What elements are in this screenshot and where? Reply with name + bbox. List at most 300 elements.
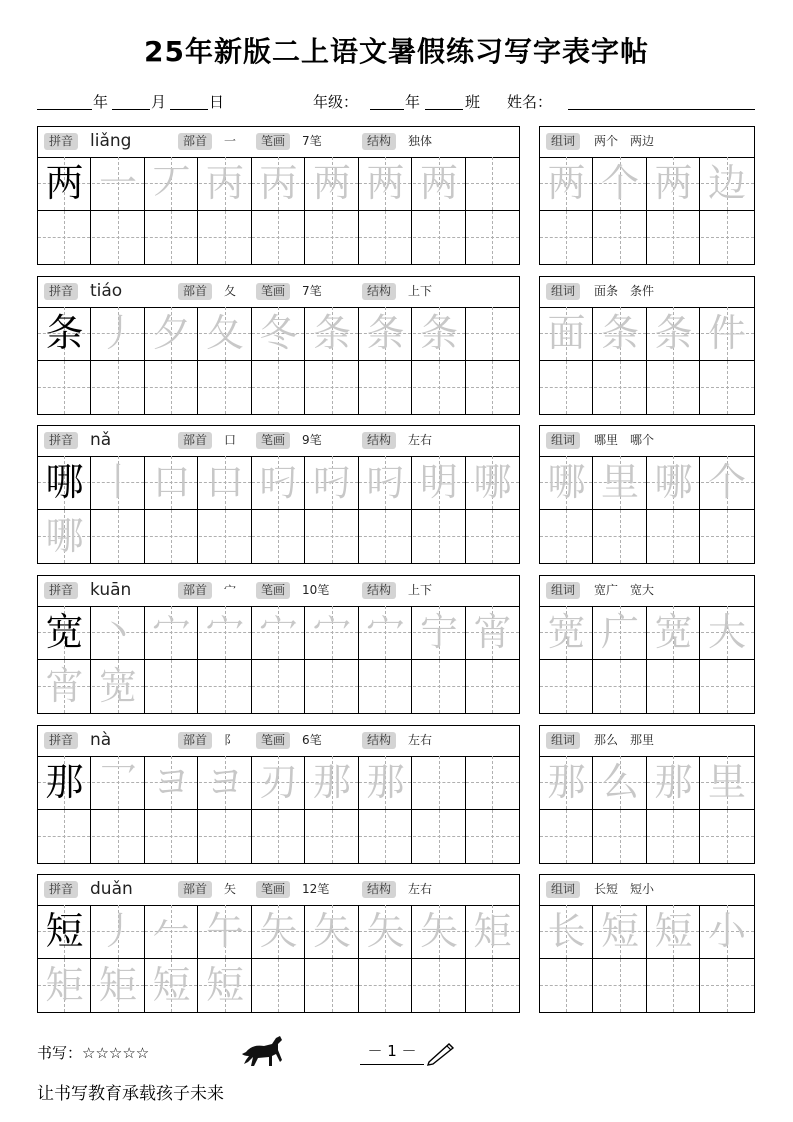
pinyin-value: nà [90,730,112,750]
word-trace-char: 哪 [547,460,586,504]
word-header [540,726,754,757]
grade-year-label: 年 [405,93,421,111]
pinyin-tag: 拼音 [44,283,78,300]
pinyin-tag: 拼音 [44,133,78,150]
grid-cell[interactable] [199,756,252,809]
grid-cell[interactable] [413,361,466,414]
word-cell[interactable] [540,959,593,1012]
grid-cell[interactable] [306,510,359,563]
grid-cell[interactable] [145,756,198,809]
grid-cell[interactable] [359,905,412,958]
structure-value: 左右 [408,733,433,747]
grid-cell[interactable] [413,456,466,509]
word-cell[interactable] [701,756,754,809]
trace-char: 宽 [98,664,137,708]
grid-cell[interactable] [145,660,198,713]
stroke-step-char: 宀 [259,610,298,654]
stroke-step-char: 明 [419,460,458,504]
grid-cell[interactable] [466,307,519,360]
strokes-value: 7笔 [302,134,322,148]
grid-row [38,606,519,660]
pinyin-tag: 拼音 [44,732,78,749]
stroke-step-char: 矢 [312,909,351,953]
word-cell[interactable] [540,211,593,264]
grid-cell[interactable] [92,756,145,809]
trace-char: 短 [152,963,191,1007]
grid-cell[interactable] [38,660,91,713]
char-block [37,126,755,265]
word-cell[interactable] [594,606,647,659]
grid-cell[interactable] [145,456,198,509]
grid-cell[interactable] [466,456,519,509]
word-trace-char: 边 [707,161,746,205]
grid-cell[interactable] [359,157,412,210]
word-cell[interactable] [540,157,593,210]
model-char: 两 [45,161,84,205]
radical-tag: 部首 [178,283,212,300]
year-blank[interactable] [37,91,92,110]
word-trace-char: 条 [600,311,639,355]
day-blank[interactable] [170,91,208,110]
stroke-step-char: 哪 [473,460,512,504]
pinyin-value: kuān [90,580,132,600]
word-cell[interactable] [701,660,754,713]
grid-cell[interactable] [359,810,412,863]
grid-cell[interactable] [199,810,252,863]
name-label: 姓名： [507,93,553,111]
word-cell[interactable] [647,307,700,360]
strokes-value: 6笔 [302,733,322,747]
stroke-step-char: 丶 [98,610,137,654]
grid-row [38,756,519,810]
grid-cell[interactable] [306,307,359,360]
word-cell[interactable] [647,510,700,563]
word-trace-char: 两 [654,161,693,205]
name-blank[interactable] [568,91,755,110]
grid-cell[interactable] [199,959,252,1012]
trace-char: 矩 [45,963,84,1007]
word-row [540,810,754,863]
stroke-step-char: 矢 [259,909,298,953]
stroke-step-char: 宀 [366,610,405,654]
word-trace-char: 么 [600,760,639,804]
stroke-step-char: 矩 [473,909,512,953]
grid-cell[interactable] [306,756,359,809]
grid-cell[interactable] [252,211,305,264]
word-header [540,127,754,158]
stroke-step-char: 冬 [259,311,298,355]
grid-cell[interactable] [466,211,519,264]
grid-cell[interactable] [38,510,91,563]
grid-cell[interactable] [359,211,412,264]
stroke-step-char: 夂 [205,311,244,355]
word-cell[interactable] [701,307,754,360]
structure-tag: 结构 [362,283,396,300]
grid-cell[interactable] [145,211,198,264]
strokes-value: 7笔 [302,284,322,298]
grid-cell[interactable] [199,361,252,414]
char-block [37,575,755,714]
grid-cell[interactable] [413,606,466,659]
grid-cell[interactable] [306,456,359,509]
word-cell[interactable] [701,510,754,563]
stroke-step-char: 午 [205,909,244,953]
stroke-step-char: 丙 [205,161,244,205]
radical-value: 阝 [224,733,237,747]
grid-cell[interactable] [145,905,198,958]
practice-grid [37,276,520,415]
pinyin-value: duǎn [90,879,133,899]
word-trace-char: 宽 [547,610,586,654]
word-cell[interactable] [647,959,700,1012]
word-cell[interactable] [647,157,700,210]
word-trace-char: 那 [654,760,693,804]
stroke-step-char: 丨 [98,460,137,504]
grid-cell[interactable] [359,606,412,659]
stroke-step-char: 口 [205,460,244,504]
grid-cell[interactable] [413,959,466,1012]
grid-cell[interactable] [466,510,519,563]
word-cell[interactable] [540,361,593,414]
stroke-step-char: 条 [366,311,405,355]
grid-cell[interactable] [359,959,412,1012]
grid-cell[interactable] [252,157,305,210]
word-row [540,157,754,211]
grid-cell[interactable] [38,606,91,659]
stroke-step-char: 口 [152,460,191,504]
char-block [37,725,755,864]
word-grid [539,425,755,564]
grid-cell[interactable] [252,905,305,958]
word-cell[interactable] [540,810,593,863]
grid-cell[interactable] [92,905,145,958]
horse-icon [238,1032,288,1072]
grid-cell[interactable] [199,905,252,958]
grid-cell[interactable] [413,510,466,563]
char-info-header [38,277,519,308]
stroke-step-char: 矢 [366,909,405,953]
practice-grid [37,425,520,564]
strokes-value: 12笔 [302,882,330,896]
char-info-header [38,127,519,158]
grid-cell[interactable] [38,810,91,863]
word-trace-char: 大 [707,610,746,654]
words-tag: 组词 [546,732,580,749]
stroke-step-char: 宁 [419,610,458,654]
word-cell[interactable] [647,361,700,414]
word-cell[interactable] [594,456,647,509]
grid-cell[interactable] [252,361,305,414]
grid-cell[interactable] [38,157,91,210]
structure-value: 左右 [408,433,433,447]
word-cell[interactable] [540,606,593,659]
structure-tag: 结构 [362,432,396,449]
grid-row [38,307,519,361]
trace-char: 短 [205,963,244,1007]
grid-cell[interactable] [466,660,519,713]
word-cell[interactable] [701,810,754,863]
grid-cell[interactable] [92,211,145,264]
grid-cell[interactable] [306,660,359,713]
grid-cell[interactable] [92,959,145,1012]
word-trace-char: 短 [600,909,639,953]
stroke-step-char: 一 [98,161,137,205]
grid-cell[interactable] [252,810,305,863]
grid-cell[interactable] [199,211,252,264]
grid-cell[interactable] [38,756,91,809]
word-cell[interactable] [701,606,754,659]
pinyin-tag: 拼音 [44,432,78,449]
page-number: － 1 － [360,1040,424,1065]
grid-cell[interactable] [466,959,519,1012]
grid-cell[interactable] [92,361,145,414]
char-info-header [38,726,519,757]
page-title: 25年新版二上语文暑假练习写字表字帖 [144,35,649,68]
grid-cell[interactable] [252,307,305,360]
word-trace-char: 两 [547,161,586,205]
word-header [540,426,754,457]
structure-tag: 结构 [362,133,396,150]
word-grid [539,575,755,714]
word-trace-char: 短 [654,909,693,953]
grid-cell[interactable] [38,361,91,414]
grid-cell[interactable] [92,810,145,863]
grid-cell[interactable] [306,157,359,210]
stroke-step-char: 那 [366,760,405,804]
grid-cell[interactable] [413,157,466,210]
word-cell[interactable] [594,361,647,414]
word-cell[interactable] [647,810,700,863]
month-blank[interactable] [112,91,150,110]
trace-char: 宵 [45,664,84,708]
grid-cell[interactable] [306,959,359,1012]
grid-cell[interactable] [359,307,412,360]
grid-cell[interactable] [145,307,198,360]
word-row [540,510,754,563]
grid-cell[interactable] [306,905,359,958]
grid-cell[interactable] [359,456,412,509]
grid-cell[interactable] [413,810,466,863]
word-row [540,606,754,660]
grid-cell[interactable] [252,510,305,563]
word-cell[interactable] [594,756,647,809]
grid-cell[interactable] [145,157,198,210]
char-block [37,276,755,415]
strokes-tag: 笔画 [256,283,290,300]
grid-cell[interactable] [306,361,359,414]
char-block [37,874,755,1013]
word-cell[interactable] [701,211,754,264]
word-trace-char: 哪 [654,460,693,504]
structure-tag: 结构 [362,881,396,898]
word-cell[interactable] [647,456,700,509]
word-cell[interactable] [647,756,700,809]
grid-cell[interactable] [92,456,145,509]
model-char: 短 [45,909,84,953]
grid-cell[interactable] [252,660,305,713]
grid-cell[interactable] [252,606,305,659]
word-cell[interactable] [647,905,700,958]
grid-cell[interactable] [466,756,519,809]
grid-cell[interactable] [145,810,198,863]
word-cell[interactable] [701,959,754,1012]
grid-cell[interactable] [466,606,519,659]
stroke-step-char: 两 [366,161,405,205]
grid-cell[interactable] [306,810,359,863]
grade-blank[interactable] [370,91,404,110]
grid-cell[interactable] [199,606,252,659]
grid-row [38,810,519,863]
word-cell[interactable] [701,361,754,414]
words-tag: 组词 [546,582,580,599]
grid-cell[interactable] [306,211,359,264]
radical-value: 夂 [224,284,237,298]
stroke-step-char: 条 [312,311,351,355]
grid-cell[interactable] [145,959,198,1012]
word-cell[interactable] [647,211,700,264]
char-block [37,425,755,564]
words-value: 哪里 哪个 [594,433,655,447]
grid-cell[interactable] [413,307,466,360]
grid-cell[interactable] [145,361,198,414]
char-info-header [38,576,519,607]
word-cell[interactable] [594,157,647,210]
stroke-step-char: 叼 [312,460,351,504]
word-cell[interactable] [540,756,593,809]
grid-cell[interactable] [359,361,412,414]
word-cell[interactable] [540,905,593,958]
model-char: 宽 [45,610,84,654]
grade-label: 年级： [313,93,359,111]
structure-tag: 结构 [362,732,396,749]
word-cell[interactable] [540,510,593,563]
word-grid [539,126,755,265]
practice-grid [37,575,520,714]
word-row [540,905,754,959]
stroke-step-char: 宀 [312,610,351,654]
word-cell[interactable] [540,456,593,509]
grid-cell[interactable] [145,606,198,659]
word-trace-char: 条 [654,311,693,355]
grid-cell[interactable] [359,510,412,563]
grid-cell[interactable] [92,510,145,563]
word-cell[interactable] [594,810,647,863]
trace-char: 哪 [45,514,84,558]
grid-cell[interactable] [199,510,252,563]
structure-value: 左右 [408,882,433,896]
word-cell[interactable] [701,157,754,210]
grid-cell[interactable] [38,905,91,958]
radical-value: 一 [224,134,237,148]
word-row [540,959,754,1012]
word-cell[interactable] [647,606,700,659]
word-trace-char: 宽 [654,610,693,654]
stroke-step-char: 叼 [259,460,298,504]
radical-tag: 部首 [178,582,212,599]
word-cell[interactable] [594,307,647,360]
word-cell[interactable] [540,307,593,360]
word-header [540,277,754,308]
stroke-step-char: 宀 [205,610,244,654]
grid-cell[interactable] [359,660,412,713]
grid-cell[interactable] [359,756,412,809]
grid-cell[interactable] [92,660,145,713]
class-blank[interactable] [425,91,463,110]
stroke-step-char: ヨ [152,760,191,804]
grid-cell[interactable] [252,756,305,809]
radical-value: 宀 [224,583,237,597]
word-cell[interactable] [594,211,647,264]
word-cell[interactable] [594,905,647,958]
words-value: 那么 那里 [594,733,655,747]
strokes-tag: 笔画 [256,582,290,599]
grid-cell[interactable] [466,361,519,414]
structure-value: 上下 [408,284,433,298]
date-year-label: 年 [93,93,109,111]
grid-cell[interactable] [252,456,305,509]
grid-cell[interactable] [252,959,305,1012]
word-grid [539,874,755,1013]
word-cell[interactable] [594,959,647,1012]
grid-cell[interactable] [466,810,519,863]
grid-cell[interactable] [38,211,91,264]
word-cell[interactable] [594,660,647,713]
word-cell[interactable] [540,660,593,713]
grid-cell[interactable] [199,660,252,713]
grid-cell[interactable] [92,606,145,659]
grid-cell[interactable] [145,510,198,563]
grid-cell[interactable] [92,307,145,360]
grid-cell[interactable] [413,211,466,264]
pinyin-value: nǎ [90,430,112,450]
word-trace-char: 里 [600,460,639,504]
slogan: 让书写教育承载孩子未来 [37,1084,224,1104]
grid-cell[interactable] [38,456,91,509]
word-trace-char: 广 [600,610,639,654]
grid-cell[interactable] [466,905,519,958]
stroke-step-char: 丿 [98,311,137,355]
grid-cell[interactable] [413,905,466,958]
grid-cell[interactable] [38,959,91,1012]
word-cell[interactable] [701,456,754,509]
grid-cell[interactable] [466,157,519,210]
grid-row [38,361,519,414]
grid-cell[interactable] [199,307,252,360]
info-line [37,91,755,113]
grid-cell[interactable] [306,606,359,659]
word-grid [539,276,755,415]
stroke-step-char: 丙 [259,161,298,205]
word-row [540,756,754,810]
grid-row [38,157,519,211]
grid-cell[interactable] [199,456,252,509]
practice-grid [37,725,520,864]
char-info-header [38,426,519,457]
grid-cell[interactable] [413,756,466,809]
grid-cell[interactable] [38,307,91,360]
grid-row [38,959,519,1012]
word-cell[interactable] [647,660,700,713]
grid-cell[interactable] [92,157,145,210]
word-cell[interactable] [701,905,754,958]
date-month-label: 月 [151,93,167,111]
pinyin-value: liǎng [90,131,132,151]
word-cell[interactable] [594,510,647,563]
stroke-step-char: 条 [419,311,458,355]
date-day-label: 日 [209,93,225,111]
grid-cell[interactable] [413,660,466,713]
grid-cell[interactable] [199,157,252,210]
